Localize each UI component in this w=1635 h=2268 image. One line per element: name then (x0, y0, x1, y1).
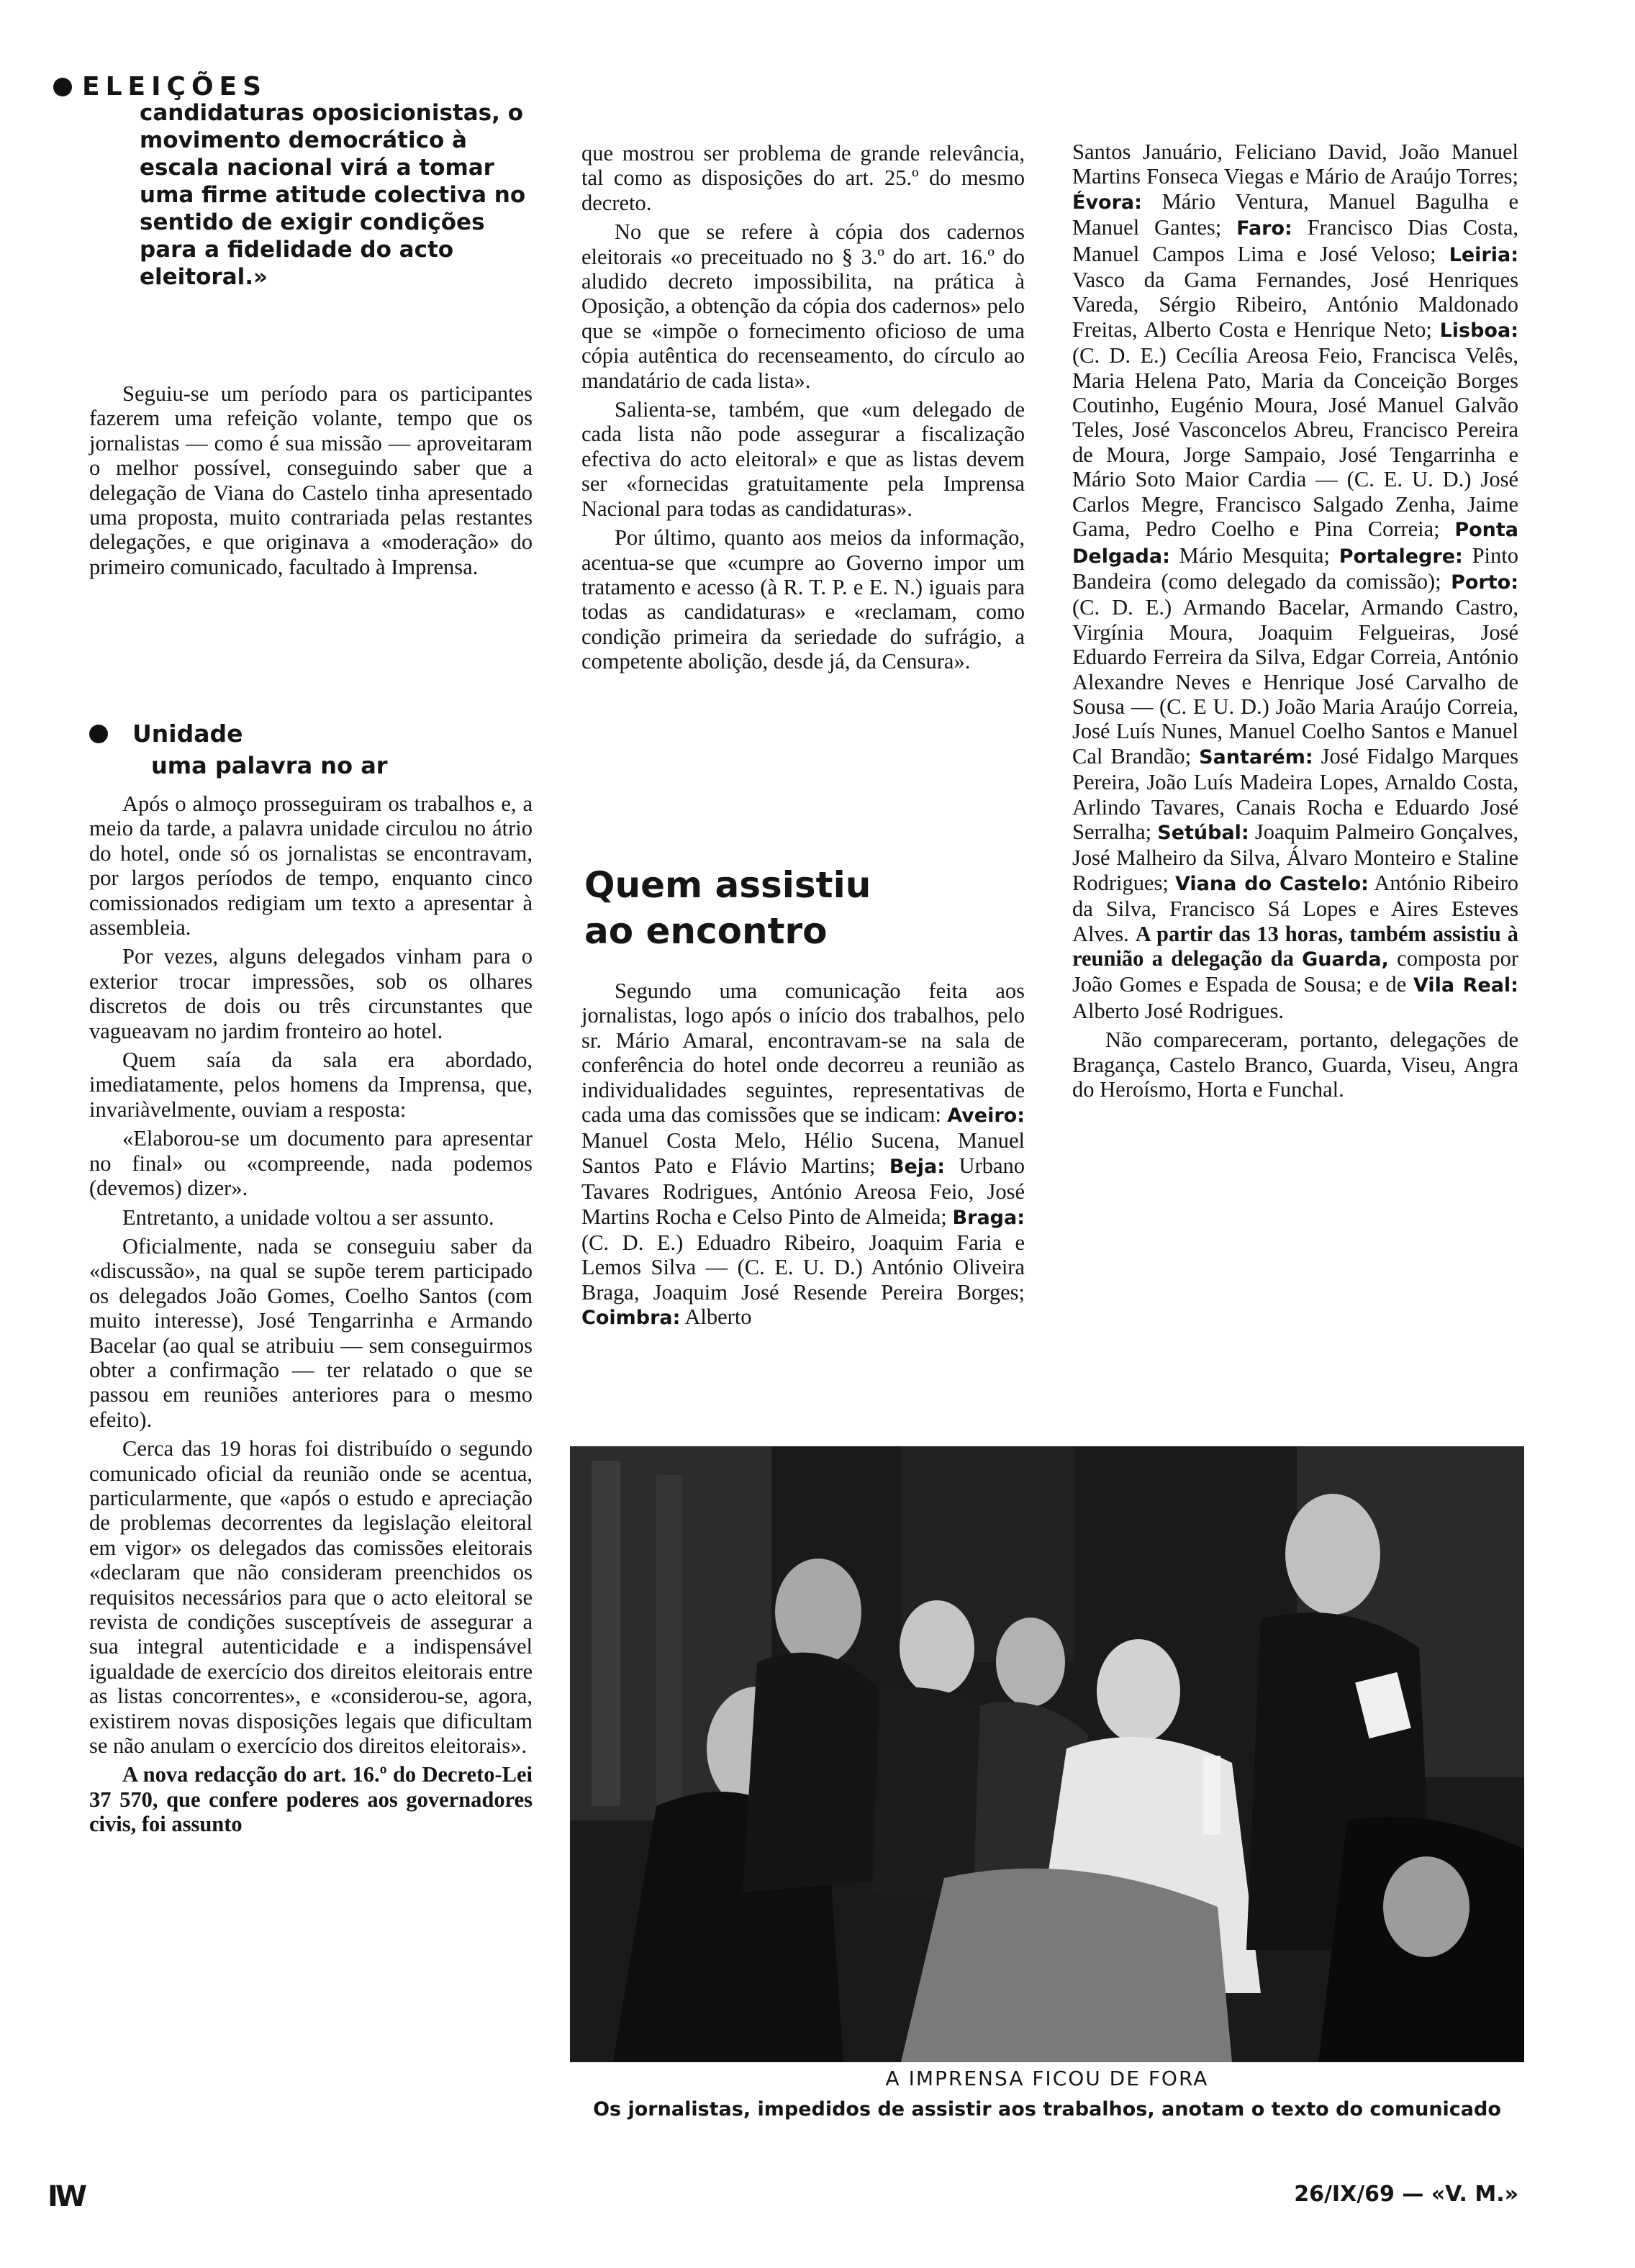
intro-text: Segundo uma comunicação feita aos jornalistas, logo após o início dos trabalhos, pelo sr. Mário Amaral, encontravam-se na sala de conferência do hotel onde decorreu a reunião as individualidades seguintes, representativas de cada uma das comissões que se indicam: (581, 979, 1025, 1128)
delegate-names: Vasco da Gama Fernandes, José Henriques Vareda, Sérgio Ribeiro, António Maldonado Freitas, Alberto Costa e Henrique Neto; (1072, 268, 1518, 342)
paragraph (1072, 140, 1518, 1023)
paragraph: Cerca das 19 horas foi distribuído o segundo comunicado oficial da reunião onde se acentua, particularmente, que «após o estudo e apreciação de problemas decorrentes da legislação eleitoral em vigor» os delegados das comissões eleitorais «declaram que não consideram preenchidos os requisitos necessários para que o acto eleitoral se revista de condições susceptíveis de assegurar a sua integral autenticidade e a indispensável igualdade de exercício dos direitos eleitorais entre as listas concorrentes», e «considerou-se, agora, existirem novas disposições legais que dificultam se não anulam o exercício dos direitos eleitorais». (89, 1436, 533, 1759)
paragraph: que mostrou ser problema de grande relevância, tal como as disposições do art. 25.º do mesmo decreto. (581, 141, 1025, 215)
headline-quem-assistiu (584, 862, 1028, 954)
section-header (53, 72, 267, 101)
paragraph (581, 979, 1025, 1331)
district-label: Beja: (889, 1155, 946, 1178)
delegate-names: António Ribeiro da Silva, Francisco Sá Lopes e Aires Esteves Alves. (1072, 870, 1518, 946)
page-mark: IW (47, 2180, 85, 2213)
section-title: ELEIÇÕES (82, 72, 268, 101)
delegate-names: Santos Januário, Feliciano David, João Manuel Martins Fonseca Viegas e Mário de Araújo Torres; (1072, 140, 1518, 189)
delegate-names: Urbano Tavares Rodrigues, António Areosa Feio, José Martins Rocha e Celso Pinto de Almeida; (581, 1153, 1025, 1229)
district-label: Setúbal: (1157, 821, 1249, 844)
paragraph: «Elaborou-se um documento para apresentar no final» ou «compreende, nada podemos (devemos) dizer». (89, 1126, 533, 1201)
district-label: Porto: (1451, 571, 1519, 594)
delegate-names: Manuel Costa Melo, Hélio Sucena, Manuel Santos Pato e Flávio Martins; (581, 1128, 1025, 1178)
photo-illustration (570, 1446, 1524, 2062)
paragraph: Seguiu-se um período para os participantes fazerem uma refeição volante, tempo que os jornalistas — como é sua missão — aproveitaram o melhor possível, conseguindo saber que a delegação de Viana do Castelo tinha apresentado uma proposta, muito contrariada pelas restantes delegações, e que originava a «moderação» do primeiro comunicado, facultado à Imprensa. (89, 381, 533, 579)
column-3 (1072, 140, 1518, 1102)
subheading-unidade (89, 720, 533, 779)
paragraph: Salienta-se, também, que «um delegado de cada lista não pode assegurar a fiscalização efectiva do acto eleitoral» e que as listas devem ser «fornecidas gratuitamente pela Imprensa Nacional para todas as candidaturas». (581, 397, 1025, 521)
subheading-line-1: Unidade (132, 720, 243, 748)
delegate-names: José Fidalgo Marques Pereira, João Luís Madeira Lopes, Arnaldo Costa, Arlindo Tavares, Canais Rocha e Eduardo José Serralha; (1072, 743, 1519, 844)
column-1 (89, 381, 533, 579)
district-label: Leiria: (1449, 243, 1518, 266)
district-label: Portalegre: (1339, 545, 1463, 568)
paragraph: Após o almoço prosseguiram os trabalhos e, a meio da tarde, a palavra unidade circulou no átrio do hotel, onde só os jornalistas se encontravam, por largos períodos de tempo, enquanto cinco comissionados redigiam um texto a apresentar à assembleia. (89, 791, 533, 940)
district-label: Ponta Delgada: (1072, 519, 1519, 568)
paragraph: Entretanto, a unidade voltou a ser assunto. (122, 1205, 494, 1230)
lead-paragraph (140, 99, 533, 291)
bullet-icon (53, 78, 72, 96)
delegate-names: Joaquim Palmeiro Gonçalves, José Malheiro da Silva, Álvaro Monteiro e Staline Rodrigues; (1072, 819, 1519, 895)
delegate-names: (C. D. E.) Cecília Areosa Feio, Francisca Velês, Maria Helena Pato, Maria da Conceição Borges Coutinho, Eugénio Moura, José Manuel Galvão Teles, José Vasconcelos Abreu, Francisco Pereira de Moura, Jorge Sampaio, José Tengarrinha e Mário Soto Maior Cardia — (C. E. U. D.) José Carlos Megre, Francisco Salgado Zenha, Jaime Gama, Pedro Coelho e Pina Correia; (1072, 343, 1518, 542)
delegate-names: Francisco Dias Costa, Manuel Campos Lima e José Veloso; (1072, 215, 1519, 266)
column-1-continued (89, 791, 533, 1837)
district-label: Faro: (1236, 217, 1292, 240)
delegate-names: Mário Ventura, Manuel Bagulha e Manuel Gantes; (1072, 189, 1519, 240)
district-label: Coimbra: (581, 1307, 681, 1330)
delegate-names: Pinto Bandeira (como delegado da comissão); (1072, 543, 1518, 594)
delegate-names: (C. D. E.) Armando Bacelar, Armando Castro, Virgínia Moura, Joaquim Felgueiras, José Eduardo Ferreira da Silva, Edgar Correia, António Alexandre Neves e Henrique José Carvalho de Sousa — (C. E U. D.) João Maria Araújo Correia, José Luís Nunes, Manuel Coelho Santos e Manuel Cal Brandão; (1072, 595, 1518, 768)
district-label: Vila Real: (1413, 974, 1518, 997)
delegate-note: A partir das 13 horas, também assistiu à reunião a delegação da (1072, 921, 1519, 971)
district-label: Viana do Castelo: (1175, 872, 1369, 895)
paragraph: Por vezes, alguns delegados vinham para o exterior trocar impressões, sob os olhares discretos de dois ou três circunstantes que vagueavam no jardim fronteiro ao hotel. (89, 944, 533, 1043)
paragraph: Oficialmente, nada se conseguiu saber da «discussão», na qual se supõe terem participado os delegados João Gomes, Coelho Santos (com muito interesse), José Tengarrinha e Armando Bacelar (ao qual se atribuiu — sem conseguirmos obter a confirmação — ter relatado o que se passou em reuniões anteriores para o mesmo efeito). (89, 1233, 533, 1432)
delegate-names: Alberto (684, 1305, 752, 1330)
paragraph: Não compareceram, portanto, delegações de Bragança, Castelo Branco, Guarda, Viseu, Angra do Heroísmo, Horta e Funchal. (1072, 1028, 1518, 1102)
issue-date: 26/IX/69 — «V. M.» (1294, 2182, 1518, 2207)
district-label: Lisboa: (1439, 319, 1518, 342)
delegate-names: Alberto José Rodrigues. (1072, 998, 1284, 1023)
paragraph: Quem saía da sala era abordado, imediatamente, pelos homens da Imprensa, que, invariàvelmente, ouviam a resposta: (89, 1048, 533, 1122)
subheading-line-2: uma palavra no ar (151, 752, 388, 779)
district-label: Santarém: (1199, 745, 1313, 768)
district-label: Guarda, (1302, 948, 1389, 971)
delegate-names: Mário Mesquita; (1179, 543, 1330, 568)
paragraph: A nova redacção do art. 16.º do Decreto-Lei 37 570, que confere poderes aos governadores civis, foi assunto (89, 1762, 533, 1837)
district-label: Aveiro: (947, 1104, 1025, 1128)
column-2-attendees (581, 979, 1025, 1331)
headline-line-2: ao encontro (584, 910, 828, 952)
lead-text: candidaturas oposicionistas, o movimento democrático à escala nacional virá a tomar uma firme atitude colectiva no sentido de exigir condições para a fidelidade do acto eleitoral.» (140, 100, 526, 290)
paragraph: Por último, quanto aos meios da informação, acentua-se que «cumpre ao Governo impor um tratamento e acesso (à R. T. P. e E. N.) iguais para todas as candidaturas» e «reclamam, como condição primeira da seriedade do sufrágio, a competente abolição, desde já, da Censura». (581, 525, 1025, 674)
column-2 (581, 141, 1025, 674)
delegate-names: (C. D. E.) Eduadro Ribeiro, Joaquim Faria e Lemos Silva — (C. E. U. D.) António Oliveira Braga, Joaquim José Resende Pereira Borges; (581, 1230, 1025, 1305)
district-label: Braga: (952, 1206, 1025, 1229)
photo-caption-title: A IMPRENSA FICOU DE FORA (885, 2067, 1209, 2090)
delegate-names: composta por João Gomes e Espada de Sousa; e de (1072, 946, 1518, 997)
paragraph: No que se refere à cópia dos cadernos eleitorais «o preceituado no § 3.º do art. 16.º do aludido decreto impossibilita, na prática à Oposição, a obtenção da cópia dos cadernos» pelo que se «impõe o fornecimento oficioso de uma cópia autêntica do recenseamento, do círculo ao mandatário de cada lista». (581, 219, 1025, 393)
news-photo (570, 1446, 1524, 2062)
bullet-icon (89, 725, 108, 743)
headline-line-1: Quem assistiu (584, 864, 871, 906)
district-label: Évora: (1072, 191, 1142, 214)
photo-caption-text: Os jornalistas, impedidos de assistir aos trabalhos, anotam o texto do comunicado (593, 2098, 1501, 2120)
